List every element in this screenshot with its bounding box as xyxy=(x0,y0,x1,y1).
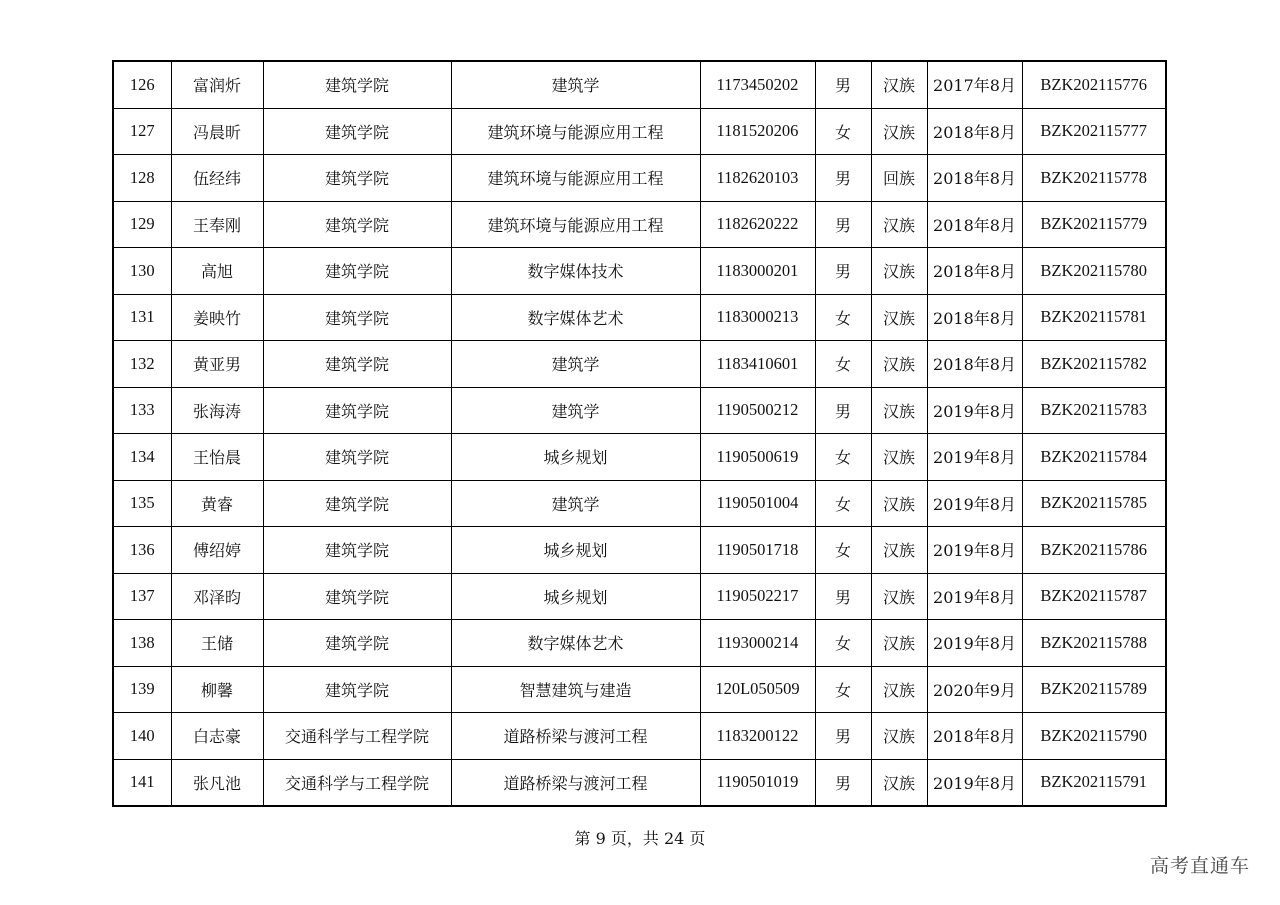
cell-enrollment-date: 2019年8月 xyxy=(927,620,1022,667)
cell-student-id: 1190502217 xyxy=(700,573,815,620)
cell-ethnicity: 汉族 xyxy=(871,294,927,341)
cell-enrollment-date: 2019年8月 xyxy=(927,759,1022,806)
watermark-logo-text: 高考直通车 xyxy=(1149,855,1250,877)
cell-gender: 女 xyxy=(815,434,871,481)
cell-number: 128 xyxy=(113,155,171,202)
cell-name: 柳馨 xyxy=(171,666,263,713)
cell-number: 126 xyxy=(113,61,171,108)
cell-major: 道路桥梁与渡河工程 xyxy=(451,713,700,760)
cell-number: 130 xyxy=(113,248,171,295)
cell-certificate-number: BZK202115790 xyxy=(1022,713,1166,760)
cell-enrollment-date: 2018年8月 xyxy=(927,155,1022,202)
cell-major: 建筑学 xyxy=(451,341,700,388)
cell-major: 建筑学 xyxy=(451,61,700,108)
cell-gender: 女 xyxy=(815,527,871,574)
cell-gender: 男 xyxy=(815,387,871,434)
cell-college: 建筑学院 xyxy=(263,248,451,295)
cell-student-id: 1183200122 xyxy=(700,713,815,760)
cell-name: 黄亚男 xyxy=(171,341,263,388)
table-row xyxy=(113,666,1166,713)
table-row xyxy=(113,713,1166,760)
cell-student-id: 120L050509 xyxy=(700,666,815,713)
cell-major: 建筑学 xyxy=(451,387,700,434)
cell-gender: 男 xyxy=(815,573,871,620)
cell-major: 城乡规划 xyxy=(451,434,700,481)
cell-student-id: 1193000214 xyxy=(700,620,815,667)
cell-number: 137 xyxy=(113,573,171,620)
cell-major: 城乡规划 xyxy=(451,527,700,574)
cell-major: 建筑学 xyxy=(451,480,700,527)
cell-college: 建筑学院 xyxy=(263,620,451,667)
cell-gender: 男 xyxy=(815,201,871,248)
cell-certificate-number: BZK202115781 xyxy=(1022,294,1166,341)
cell-ethnicity: 汉族 xyxy=(871,248,927,295)
cell-gender: 女 xyxy=(815,341,871,388)
cell-ethnicity: 汉族 xyxy=(871,480,927,527)
cell-name: 白志豪 xyxy=(171,713,263,760)
cell-college: 建筑学院 xyxy=(263,155,451,202)
cell-ethnicity: 汉族 xyxy=(871,573,927,620)
cell-certificate-number: BZK202115783 xyxy=(1022,387,1166,434)
cell-number: 133 xyxy=(113,387,171,434)
cell-gender: 女 xyxy=(815,620,871,667)
cell-gender: 男 xyxy=(815,155,871,202)
page-footer: 第 9 页，共 24 页 xyxy=(574,829,706,848)
table-row xyxy=(113,155,1166,202)
cell-student-id: 1190501718 xyxy=(700,527,815,574)
cell-gender: 女 xyxy=(815,666,871,713)
cell-enrollment-date: 2019年8月 xyxy=(927,480,1022,527)
table-row xyxy=(113,387,1166,434)
cell-name: 邓泽昀 xyxy=(171,573,263,620)
cell-ethnicity: 汉族 xyxy=(871,341,927,388)
cell-certificate-number: BZK202115784 xyxy=(1022,434,1166,481)
cell-student-id: 1190500212 xyxy=(700,387,815,434)
cell-college: 建筑学院 xyxy=(263,108,451,155)
cell-number: 136 xyxy=(113,527,171,574)
cell-certificate-number: BZK202115777 xyxy=(1022,108,1166,155)
table-row xyxy=(113,61,1166,108)
cell-enrollment-date: 2018年8月 xyxy=(927,201,1022,248)
cell-certificate-number: BZK202115782 xyxy=(1022,341,1166,388)
cell-name: 伍经纬 xyxy=(171,155,263,202)
cell-student-id: 1190500619 xyxy=(700,434,815,481)
cell-certificate-number: BZK202115778 xyxy=(1022,155,1166,202)
cell-ethnicity: 汉族 xyxy=(871,387,927,434)
cell-student-id: 1182620103 xyxy=(700,155,815,202)
cell-number: 141 xyxy=(113,759,171,806)
table-row xyxy=(113,480,1166,527)
cell-student-id: 1183000213 xyxy=(700,294,815,341)
cell-ethnicity: 汉族 xyxy=(871,61,927,108)
cell-major: 城乡规划 xyxy=(451,573,700,620)
table-row xyxy=(113,620,1166,667)
cell-certificate-number: BZK202115789 xyxy=(1022,666,1166,713)
cell-enrollment-date: 2020年9月 xyxy=(927,666,1022,713)
cell-certificate-number: BZK202115785 xyxy=(1022,480,1166,527)
cell-name: 冯晨昕 xyxy=(171,108,263,155)
cell-number: 132 xyxy=(113,341,171,388)
table-row xyxy=(113,573,1166,620)
cell-student-id: 1183410601 xyxy=(700,341,815,388)
table-row xyxy=(113,527,1166,574)
cell-number: 139 xyxy=(113,666,171,713)
cell-certificate-number: BZK202115787 xyxy=(1022,573,1166,620)
cell-number: 134 xyxy=(113,434,171,481)
cell-college: 建筑学院 xyxy=(263,434,451,481)
cell-enrollment-date: 2019年8月 xyxy=(927,527,1022,574)
cell-enrollment-date: 2017年8月 xyxy=(927,61,1022,108)
cell-major: 建筑环境与能源应用工程 xyxy=(451,201,700,248)
cell-ethnicity: 汉族 xyxy=(871,201,927,248)
table-row xyxy=(113,294,1166,341)
cell-name: 张海涛 xyxy=(171,387,263,434)
cell-ethnicity: 回族 xyxy=(871,155,927,202)
cell-student-id: 1190501019 xyxy=(700,759,815,806)
cell-college: 建筑学院 xyxy=(263,61,451,108)
cell-number: 129 xyxy=(113,201,171,248)
cell-enrollment-date: 2018年8月 xyxy=(927,294,1022,341)
cell-gender: 男 xyxy=(815,713,871,760)
cell-college: 建筑学院 xyxy=(263,294,451,341)
cell-college: 建筑学院 xyxy=(263,201,451,248)
table-body xyxy=(113,61,1166,806)
cell-major: 数字媒体艺术 xyxy=(451,294,700,341)
cell-certificate-number: BZK202115780 xyxy=(1022,248,1166,295)
cell-major: 智慧建筑与建造 xyxy=(451,666,700,713)
cell-certificate-number: BZK202115791 xyxy=(1022,759,1166,806)
cell-name: 王储 xyxy=(171,620,263,667)
student-table xyxy=(112,60,1167,807)
cell-number: 138 xyxy=(113,620,171,667)
cell-name: 高旭 xyxy=(171,248,263,295)
cell-certificate-number: BZK202115779 xyxy=(1022,201,1166,248)
cell-number: 127 xyxy=(113,108,171,155)
cell-name: 傅绍婷 xyxy=(171,527,263,574)
table-row xyxy=(113,759,1166,806)
cell-gender: 男 xyxy=(815,248,871,295)
cell-certificate-number: BZK202115786 xyxy=(1022,527,1166,574)
cell-major: 数字媒体技术 xyxy=(451,248,700,295)
table-row xyxy=(113,201,1166,248)
cell-ethnicity: 汉族 xyxy=(871,666,927,713)
table-row xyxy=(113,108,1166,155)
cell-name: 黄睿 xyxy=(171,480,263,527)
cell-ethnicity: 汉族 xyxy=(871,434,927,481)
cell-name: 王怡晨 xyxy=(171,434,263,481)
cell-number: 131 xyxy=(113,294,171,341)
cell-certificate-number: BZK202115776 xyxy=(1022,61,1166,108)
cell-enrollment-date: 2019年8月 xyxy=(927,434,1022,481)
cell-gender: 女 xyxy=(815,294,871,341)
cell-gender: 女 xyxy=(815,480,871,527)
cell-ethnicity: 汉族 xyxy=(871,620,927,667)
cell-student-id: 1190501004 xyxy=(700,480,815,527)
cell-major: 数字媒体艺术 xyxy=(451,620,700,667)
cell-ethnicity: 汉族 xyxy=(871,713,927,760)
cell-name: 姜映竹 xyxy=(171,294,263,341)
cell-major: 建筑环境与能源应用工程 xyxy=(451,108,700,155)
cell-student-id: 1182620222 xyxy=(700,201,815,248)
cell-gender: 女 xyxy=(815,108,871,155)
cell-student-id: 1181520206 xyxy=(700,108,815,155)
cell-college: 交通科学与工程学院 xyxy=(263,759,451,806)
cell-student-id: 1173450202 xyxy=(700,61,815,108)
cell-ethnicity: 汉族 xyxy=(871,759,927,806)
cell-college: 建筑学院 xyxy=(263,666,451,713)
cell-enrollment-date: 2019年8月 xyxy=(927,573,1022,620)
table-row xyxy=(113,341,1166,388)
cell-college: 建筑学院 xyxy=(263,527,451,574)
cell-college: 建筑学院 xyxy=(263,341,451,388)
cell-college: 建筑学院 xyxy=(263,573,451,620)
cell-enrollment-date: 2019年8月 xyxy=(927,387,1022,434)
cell-enrollment-date: 2018年8月 xyxy=(927,713,1022,760)
table-row xyxy=(113,434,1166,481)
cell-gender: 男 xyxy=(815,759,871,806)
cell-number: 140 xyxy=(113,713,171,760)
cell-certificate-number: BZK202115788 xyxy=(1022,620,1166,667)
cell-major: 建筑环境与能源应用工程 xyxy=(451,155,700,202)
cell-major: 道路桥梁与渡河工程 xyxy=(451,759,700,806)
cell-enrollment-date: 2018年8月 xyxy=(927,341,1022,388)
cell-name: 张凡池 xyxy=(171,759,263,806)
cell-ethnicity: 汉族 xyxy=(871,527,927,574)
cell-gender: 男 xyxy=(815,61,871,108)
cell-name: 王奉刚 xyxy=(171,201,263,248)
cell-name: 富润炘 xyxy=(171,61,263,108)
table-row xyxy=(113,248,1166,295)
cell-enrollment-date: 2018年8月 xyxy=(927,248,1022,295)
cell-enrollment-date: 2018年8月 xyxy=(927,108,1022,155)
cell-number: 135 xyxy=(113,480,171,527)
cell-college: 建筑学院 xyxy=(263,387,451,434)
cell-college: 建筑学院 xyxy=(263,480,451,527)
cell-student-id: 1183000201 xyxy=(700,248,815,295)
cell-ethnicity: 汉族 xyxy=(871,108,927,155)
cell-college: 交通科学与工程学院 xyxy=(263,713,451,760)
